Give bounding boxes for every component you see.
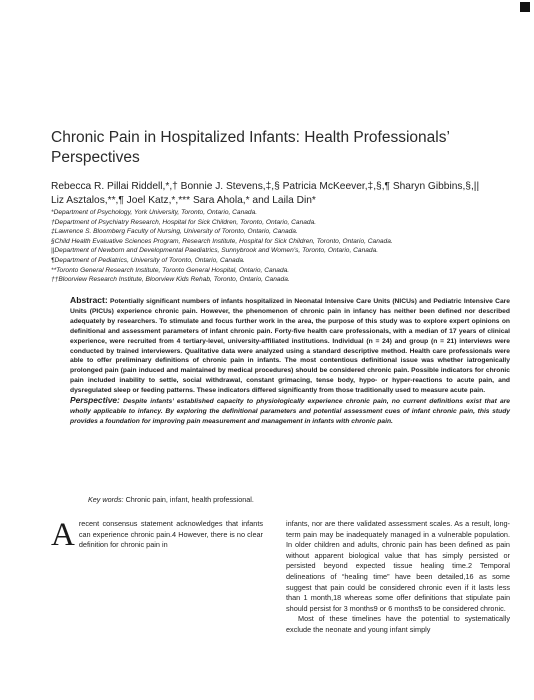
abstract-label: Abstract: — [70, 295, 108, 305]
author-list — [51, 180, 521, 207]
affiliation-2: †Department of Psychiatry Research, Hospital for Sick Children, Toronto, Ontario, Canada. — [51, 218, 317, 226]
affiliation-3: ‡Lawrence S. Bloomberg Faculty of Nursing, University of Toronto, Ontario, Canada. — [51, 228, 298, 236]
left-column-text: recent consensus statement acknowledges that infants can experience chronic pain.4 However, there is no clear definition for chronic pain in — [78, 519, 263, 550]
right-column-para-2: Most of these timelines have the potential to systematically exclude the neonate and young infant simply — [286, 614, 510, 634]
affiliation-4: §Child Health Evaluative Sciences Program, Research Institute, Hospital for Sick Children, Toronto, Ontario, Canada. — [51, 237, 393, 245]
affiliation-6: ¶Department of Pediatrics, University of Toronto, Ontario, Canada. — [51, 256, 245, 264]
perspective-text: Despite infants’ established capacity to physiologically experience chronic pain, no current definitions exist that are wholly applicable to infancy. By exploring the definitional parameters and potential assessment cues of infant chronic pain, this study provides a foundation for improving pain measurement and management in infants with chronic pain. — [70, 398, 510, 425]
title-line-2: Perspectives — [51, 149, 140, 166]
title-line-1: Chronic Pain in Hospitalized Infants: Health Professionals’ — [51, 129, 450, 146]
perspective-label: Perspective: — [70, 395, 120, 406]
authors-line-2: Liz Asztalos,**,¶ Joel Katz,*,*** Sara Ahola,* and Laila Din* — [51, 194, 316, 206]
keywords-text: Chronic pain, infant, health professional. — [125, 495, 254, 504]
body-column-left — [51, 519, 263, 551]
corner-mark — [520, 2, 530, 12]
affiliation-5: ||Department of Newborn and Developmental Paediatrics, Sunnybrook and Women’s, Toronto, Ontario, Canada. — [51, 247, 379, 255]
keywords — [88, 495, 508, 504]
body-column-right — [286, 519, 510, 636]
affiliation-1: *Department of Psychology, York University, Toronto, Ontario, Canada. — [51, 209, 258, 216]
drop-cap: A — [51, 517, 75, 553]
right-column-para-1: infants, nor are there validated assessment scales. As a result, long-term pain may be inadequately managed in a vulnerable population. In older children and adults, chronic pain has been defined as pain without apparent biological value that has simply persisted or persisted beyond expected tissue healing time.2 Temporal delineations of “healing time” have been detailed,16 as some suggest that pain could be considered chronic even if it lasts less than 1 month,18 whereas some offer definitions that stipulate pain should persist for 3 months9 or 6 months5 to be considered chronic. — [286, 519, 510, 613]
paper-title — [51, 128, 491, 168]
abstract-text: Potentially significant numbers of infants hospitalized in Neonatal Intensive Care Units (NICUs) and Pediatric Intensive Care Units (PICUs) experience chronic pain. However, the phenomenon of chronic pain in infancy has neither been defined nor described adequately by researchers. To stimulate and focus further work in the area, the purpose of this study was to explore expert opinions on definitional and assessment parameters of infant chronic pain. Forty-five health care professionals, with a median of 17 years of clinical experience, were recruited from 4 tertiary-level, university-affiliated institutions. Individual (n = 24) and group (n = 21) interviews were conducted by trained interviewers. Qualitative data were analyzed using a standard descriptive method. Health care professionals were able to offer preliminary definitions of chronic pain in infants. The most contentious definitional issue was whether iatrogenically prolonged pain (pain induced and maintained by medical procedures) should be considered chronic pain. Possible indicators for chronic pain included inability to settle, social withdrawal, constant grimacing, tense body, hypo- or hyper-reactions to acute pain, and dysregulated sleep or feeding patterns. These indicators differed significantly from those traditionally used to measure acute pain. — [70, 298, 511, 395]
affiliation-7: **Toronto General Research Institute, Toronto General Hospital, Ontario, Canada. — [51, 266, 290, 274]
affiliation-8: ††Bloorview Research Institute, Bloorview Kids Rehab, Toronto, Ontario, Canada. — [51, 276, 290, 284]
abstract — [70, 296, 510, 427]
authors-line-1: Rebecca R. Pillai Riddell,*,† Bonnie J. Stevens,‡,§ Patricia McKeever,‡,§,¶ Sharyn Gibbins,§,|| — [51, 181, 480, 192]
keywords-label: Key words: — [88, 495, 124, 504]
affiliations — [51, 208, 526, 285]
